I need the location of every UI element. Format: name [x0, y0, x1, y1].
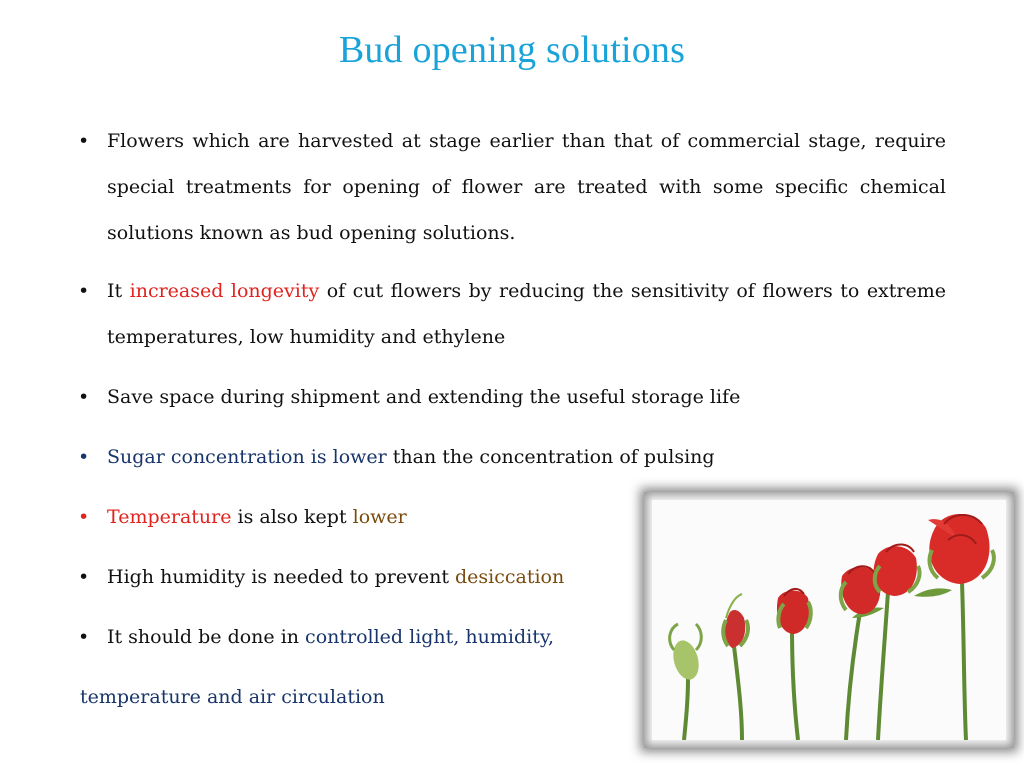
bullet-marker: • — [78, 506, 90, 528]
bullet-text: of cut flowers by reducing the sensitivity of flowers to extreme temperatures, low humidity and ethylene — [107, 280, 946, 348]
bullet-marker: • — [78, 566, 90, 588]
bullet-item-save-space — [78, 374, 946, 420]
bullet-text: than the concentration of pulsing — [386, 446, 715, 468]
bullet-text: It — [107, 280, 130, 302]
highlight-increased-longevity: increased longevity — [129, 280, 320, 302]
bullet-text: is also kept — [231, 506, 353, 528]
bullet-text: Save space during shipment and extending the useful storage life — [107, 386, 741, 408]
bullet-item-flowers — [78, 118, 946, 256]
highlight-temperature: Temperature — [107, 506, 232, 528]
slide-title: Bud opening solutions — [338, 29, 686, 71]
bullet-marker: • — [78, 386, 90, 408]
rose-photo — [644, 492, 1014, 748]
bullet-text: It should be done in — [107, 626, 306, 648]
highlight-controlled-light: controlled light, humidity, — [305, 626, 555, 648]
highlight-lower: lower — [352, 506, 407, 528]
bullet-marker: • — [78, 130, 90, 152]
bullet-marker: • — [78, 446, 90, 468]
continuation-text: temperature and air circulation — [80, 686, 385, 708]
bullet-marker: • — [78, 626, 90, 648]
bullet-marker: • — [78, 280, 90, 302]
bullet-text: Flowers which are harvested at stage earlier than that of commercial stage, require special treatments for opening of flower are treated with some specific chemical solutions known as bud opening solutions. — [107, 130, 946, 244]
bullet-item-sugar — [78, 434, 946, 480]
rose-stages-illustration — [652, 500, 1006, 740]
highlight-desiccation: desiccation — [455, 566, 565, 588]
highlight-sugar-concentration: Sugar concentration is lower — [107, 446, 387, 468]
bullet-text: High humidity is needed to prevent — [107, 566, 455, 588]
bullet-item-longevity — [78, 268, 946, 360]
